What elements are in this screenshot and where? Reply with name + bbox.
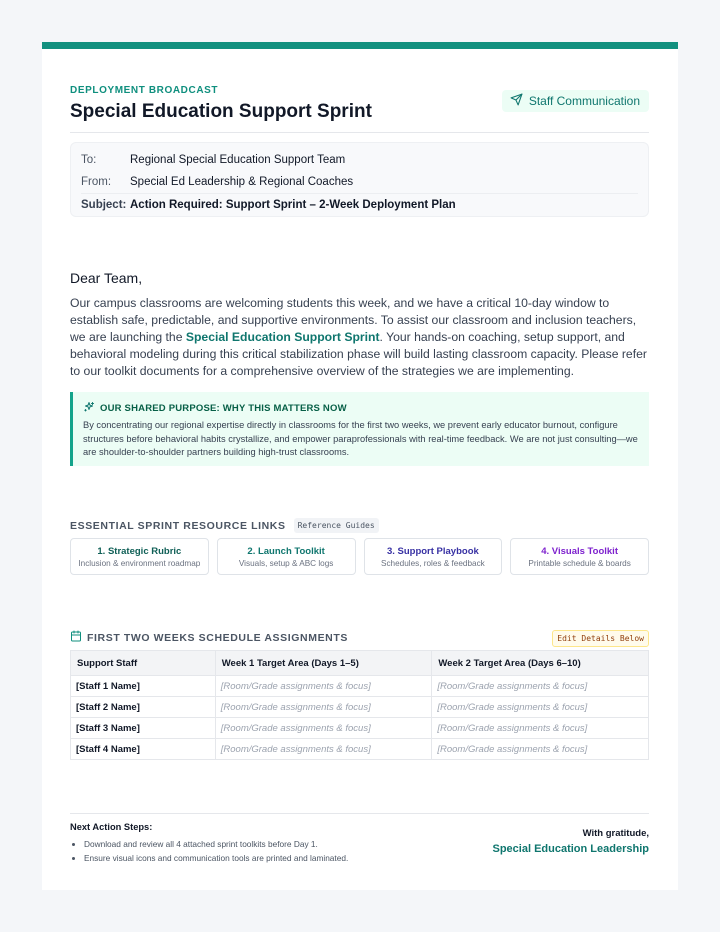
resource-subtitle: Printable schedule & boards bbox=[528, 558, 631, 568]
eyebrow-label: DEPLOYMENT BROADCAST bbox=[70, 85, 219, 96]
email-meta-box bbox=[70, 142, 649, 217]
staff-name-cell[interactable]: [Staff 2 Name] bbox=[71, 697, 216, 718]
resource-title: 1. Strategic Rubric bbox=[97, 545, 182, 557]
to-label: To: bbox=[81, 154, 97, 166]
accent-top-bar bbox=[42, 42, 678, 49]
next-steps-list bbox=[84, 837, 348, 865]
schedule-heading-row bbox=[70, 629, 649, 647]
week2-cell[interactable]: [Room/Grade assignments & focus] bbox=[432, 697, 649, 718]
to-row bbox=[81, 149, 638, 171]
from-label: From: bbox=[81, 176, 112, 188]
table-row bbox=[71, 676, 649, 697]
schedule-heading: FIRST TWO WEEKS SCHEDULE ASSIGNMENTS bbox=[87, 632, 348, 644]
resource-title: 3. Support Playbook bbox=[386, 545, 479, 557]
shared-purpose-callout bbox=[70, 392, 649, 466]
column-header-week1: Week 1 Target Area (Days 1–5) bbox=[215, 651, 432, 676]
schedule-table bbox=[70, 650, 649, 760]
resource-title: 2. Launch Toolkit bbox=[247, 545, 325, 557]
table-row bbox=[71, 718, 649, 739]
email-card bbox=[42, 42, 678, 890]
purpose-heading-row bbox=[83, 401, 639, 416]
calendar-icon bbox=[70, 629, 82, 647]
week2-cell[interactable]: [Room/Grade assignments & focus] bbox=[432, 676, 649, 697]
week1-cell[interactable]: [Room/Grade assignments & focus] bbox=[215, 697, 432, 718]
next-steps-heading: Next Action Steps: bbox=[70, 822, 153, 832]
greeting: Dear Team, bbox=[70, 270, 143, 286]
resource-subtitle: Visuals, setup & ABC logs bbox=[238, 558, 334, 568]
page-title: Special Education Support Sprint bbox=[70, 101, 372, 122]
footer-divider bbox=[70, 813, 649, 814]
intro-text-end: . Your hands-on coaching, setup support, and behavioral modeling during this critical stabilization phase will build lasting classroom capacity. Please refer to our toolkit documents for a comprehensive overview of the strategies we are implementing. bbox=[70, 330, 647, 378]
resource-subtitle: Schedules, roles & feedback bbox=[380, 558, 485, 568]
staff-name-cell[interactable]: [Staff 3 Name] bbox=[71, 718, 216, 739]
reference-guides-tag: Reference Guides bbox=[294, 518, 379, 533]
strategic-rubric-link[interactable] bbox=[70, 538, 209, 575]
purpose-text: By concentrating our regional expertise directly in classrooms for the first two weeks, we prevent early educator burnout, configure structures before behavioral habits crystallize, and empower paraprofessionals with real-time feedback. We are not just consulting—we are shoulder-to-shoulder partners building high-trust classrooms. bbox=[83, 420, 638, 458]
week2-cell[interactable]: [Room/Grade assignments & focus] bbox=[432, 739, 649, 760]
staff-name-cell[interactable]: [Staff 1 Name] bbox=[71, 676, 216, 697]
subject-value: Action Required: Support Sprint – 2-Week Deployment Plan bbox=[130, 198, 456, 211]
resources-heading: ESSENTIAL SPRINT RESOURCE LINKS bbox=[70, 519, 286, 532]
list-item: • Download and review all 4 attached sprint toolkits before Day 1. bbox=[84, 837, 348, 851]
visuals-toolkit-link[interactable] bbox=[510, 538, 649, 575]
table-header-row bbox=[71, 651, 649, 676]
signature-text: Special Education Leadership bbox=[492, 843, 649, 855]
column-header-staff: Support Staff bbox=[71, 651, 216, 676]
header-divider bbox=[70, 132, 649, 133]
list-item: • Ensure visual icons and communication tools are printed and laminated. bbox=[84, 851, 348, 865]
from-value: Special Ed Leadership & Regional Coaches bbox=[130, 176, 354, 188]
sparkle-icon bbox=[83, 401, 95, 416]
edit-details-tag: Edit Details Below bbox=[552, 630, 649, 647]
purpose-heading: OUR SHARED PURPOSE: WHY THIS MATTERS NOW bbox=[100, 403, 347, 414]
week2-cell[interactable]: [Room/Grade assignments & focus] bbox=[432, 718, 649, 739]
launch-toolkit-link[interactable] bbox=[217, 538, 356, 575]
resources-heading-row bbox=[70, 518, 379, 533]
week1-cell[interactable]: [Room/Grade assignments & focus] bbox=[215, 676, 432, 697]
support-playbook-link[interactable] bbox=[364, 538, 503, 575]
to-value: Regional Special Education Support Team bbox=[130, 154, 346, 166]
from-row bbox=[81, 171, 638, 193]
intro-text-start: Our campus classrooms are welcoming students this week, and we have a critical 10-day window to establish safe, predictable, and supportive environments. To assist our classroom and inclusion teachers, we are launching the bbox=[70, 296, 637, 344]
signoff-block bbox=[493, 828, 650, 855]
staff-communication-badge bbox=[502, 90, 649, 112]
resource-subtitle: Inclusion & environment roadmap bbox=[78, 558, 201, 568]
table-row bbox=[71, 697, 649, 718]
intro-paragraph bbox=[70, 295, 652, 380]
table-row bbox=[71, 739, 649, 760]
sprint-name-highlight: Special Education Support Sprint bbox=[185, 330, 380, 344]
subject-row bbox=[81, 193, 638, 215]
column-header-week2: Week 2 Target Area (Days 6–10) bbox=[432, 651, 649, 676]
week1-cell[interactable]: [Room/Grade assignments & focus] bbox=[215, 739, 432, 760]
send-icon bbox=[510, 93, 523, 109]
badge-label: Staff Communication bbox=[528, 94, 640, 108]
resource-title: 4. Visuals Toolkit bbox=[541, 545, 618, 557]
resource-links bbox=[70, 538, 649, 575]
staff-name-cell[interactable]: [Staff 4 Name] bbox=[71, 739, 216, 760]
subject-label: Subject: bbox=[81, 198, 127, 211]
signoff-text: With gratitude, bbox=[582, 828, 649, 839]
week1-cell[interactable]: [Room/Grade assignments & focus] bbox=[215, 718, 432, 739]
